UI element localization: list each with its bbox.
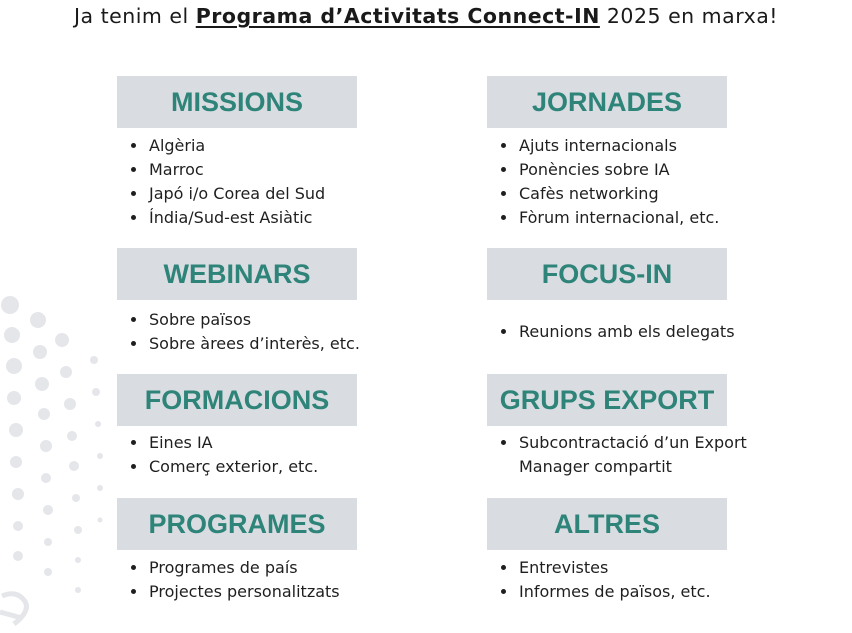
section-title: ALTRES [554, 508, 660, 539]
list-item: Comerç exterior, etc. [117, 455, 417, 479]
list-item: Sobre països [117, 308, 417, 332]
list-item: Sobre àrees d’interès, etc. [117, 332, 417, 356]
list-item: Informes de països, etc. [487, 580, 787, 604]
list-item: Cafès networking [487, 182, 787, 206]
section-heading-box [487, 76, 727, 128]
section-grups-export [487, 374, 787, 479]
section-webinars [117, 248, 417, 356]
list-item: Reunions amb els delegats [487, 320, 787, 344]
section-title: FORMACIONS [144, 384, 330, 415]
section-list [117, 134, 417, 230]
section-heading-box [487, 248, 727, 300]
section-list [487, 134, 787, 230]
list-item: Marroc [117, 158, 417, 182]
section-list [487, 556, 787, 604]
section-jornades [487, 76, 787, 230]
section-title: PROGRAMES [148, 508, 326, 539]
section-heading-box [117, 248, 357, 300]
section-heading-box [117, 374, 357, 426]
section-altres [487, 498, 787, 604]
headline [0, 4, 852, 28]
section-focus-in [487, 248, 787, 344]
section-title: GRUPS EXPORT [499, 384, 715, 415]
headline-program-name: Programa d’Activitats Connect-IN [195, 4, 600, 28]
section-title: JORNADES [531, 86, 683, 117]
section-list [117, 431, 417, 479]
section-programes [117, 498, 417, 604]
list-item: Algèria [117, 134, 417, 158]
section-title: FOCUS-IN [541, 258, 673, 289]
list-item: Entrevistes [487, 556, 787, 580]
section-title: WEBINARS [163, 258, 311, 289]
section-formacions [117, 374, 417, 479]
headline-prefix: Ja tenim el [73, 4, 196, 28]
list-item: Eines IA [117, 431, 417, 455]
section-list [117, 556, 417, 604]
section-heading-box [117, 76, 357, 128]
section-missions [117, 76, 417, 230]
list-item: Subcontractació d’un Export [487, 431, 787, 455]
list-item-continuation: Manager compartit [519, 457, 672, 476]
section-heading-box [487, 498, 727, 550]
list-item: Índia/Sud-est Asiàtic [117, 206, 417, 230]
list-item: Projectes personalitzats [117, 580, 417, 604]
section-title: MISSIONS [170, 86, 304, 117]
section-list [487, 320, 787, 344]
section-list [117, 308, 417, 356]
list-item: Programes de país [117, 556, 417, 580]
section-list [487, 431, 787, 479]
list-item: Ajuts internacionals [487, 134, 787, 158]
list-item: Japó i/o Corea del Sud [117, 182, 417, 206]
list-item: Fòrum internacional, etc. [487, 206, 787, 230]
section-heading-box [117, 498, 357, 550]
section-heading-box [487, 374, 727, 426]
headline-suffix: 2025 en marxa! [599, 4, 779, 28]
list-item: Ponències sobre IA [487, 158, 787, 182]
